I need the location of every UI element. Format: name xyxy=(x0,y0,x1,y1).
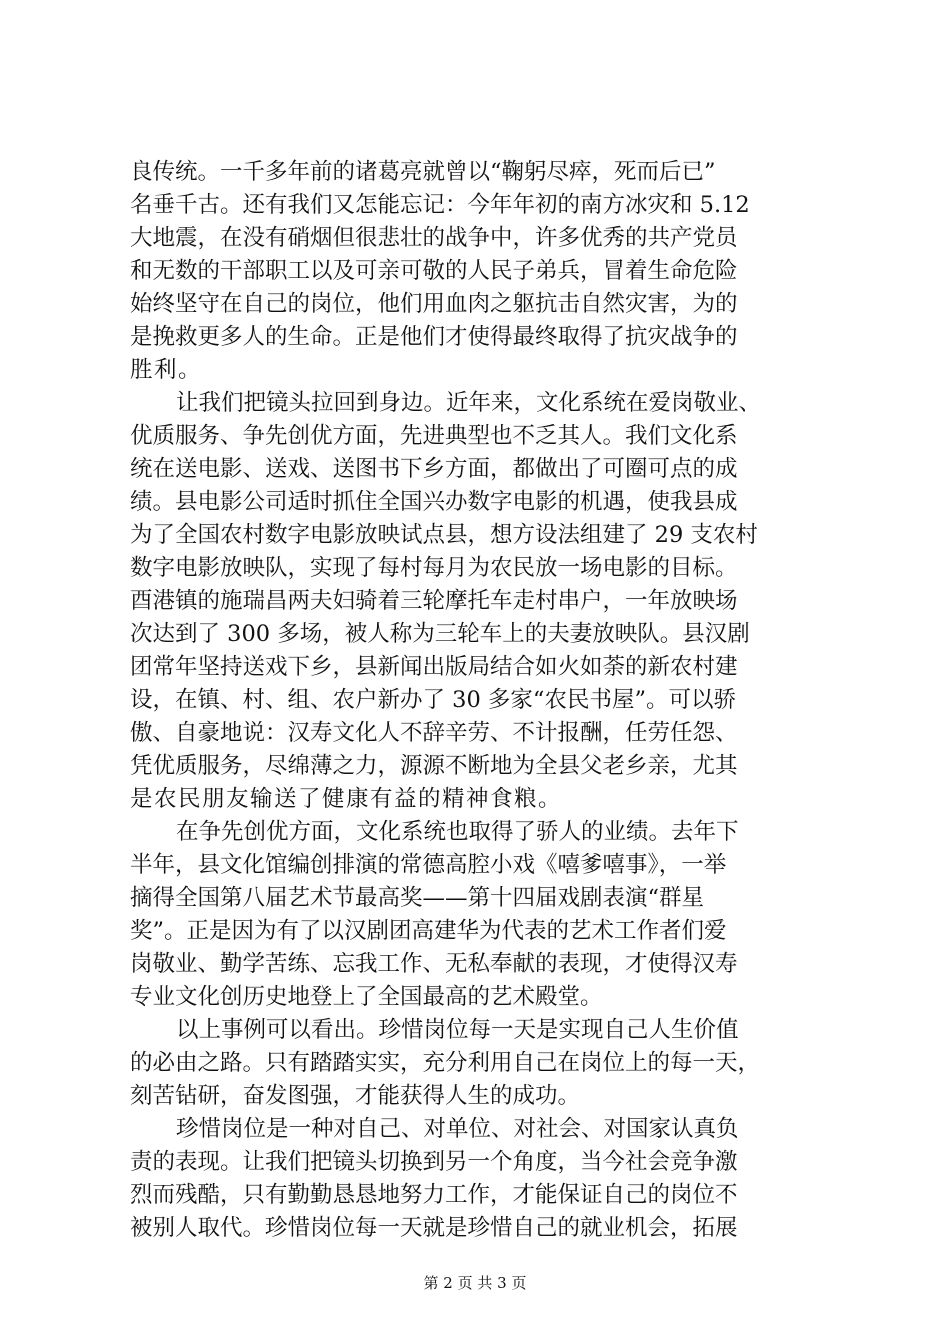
text-line: 是农民朋友输送了健康有益的精神食粮。 xyxy=(130,786,563,812)
text-line: 珍惜岗位是一种对自己、对单位、对社会、对国家认真负 xyxy=(176,1116,739,1142)
text-line: 摘得全国第八届艺术节最高奖——第十四届戏剧表演“群星 xyxy=(130,885,705,911)
text-line: 酉港镇的施瑞昌两夫妇骑着三轮摩托车走村串户，一年放映场 xyxy=(130,588,738,614)
text-line: 傲、自豪地说：汉寿文化人不辞辛劳、不计报酬，任劳任怨、 xyxy=(130,720,738,746)
text-line: 责的表现。让我们把镜头切换到另一个角度，当今社会竞争激 xyxy=(130,1149,738,1175)
text-line: 数字电影放映队，实现了每村每月为农民放一场电影的目标。 xyxy=(130,555,738,581)
text-line: 凭优质服务，尽绵薄之力，源源不断地为全县父老乡亲，尤其 xyxy=(130,753,738,779)
text-line: 统在送电影、送戏、送图书下乡方面，都做出了可圈可点的成 xyxy=(130,456,738,482)
text-line: 团常年坚持送戏下乡，县新闻出版局结合如火如荼的新农村建 xyxy=(130,654,738,680)
text-line: 在争先创优方面，文化系统也取得了骄人的业绩。去年下 xyxy=(176,819,739,845)
text-line: 是挽救更多人的生命。正是他们才使得最终取得了抗灾战争的 xyxy=(130,324,738,350)
body-text xyxy=(130,156,830,1245)
text-line: 奖”。正是因为有了以汉剧团高建华为代表的艺术工作者们爱 xyxy=(130,918,727,944)
text-line: 半年，县文化馆编创排演的常德高腔小戏《嘻爹嘻事》，一举 xyxy=(130,852,727,878)
text-line: 和无数的干部职工以及可亲可敬的人民子弟兵，冒着生命危险 xyxy=(130,258,738,284)
text-line: 始终坚守在自己的岗位，他们用血肉之躯抗击自然灾害，为的 xyxy=(130,291,738,317)
text-line: 次达到了 300 多场，被人称为三轮车上的夫妻放映队。县汉剧 xyxy=(130,621,750,647)
text-line: 优质服务、争先创优方面，先进典型也不乏其人。我们文化系 xyxy=(130,423,738,449)
text-line: 岗敬业、勤学苦练、忘我工作、无私奉献的表现，才使得汉寿 xyxy=(130,951,738,977)
text-line: 设，在镇、村、组、农户新办了 30 多家“农民书屋”。可以骄 xyxy=(130,687,736,713)
text-line: 被别人取代。珍惜岗位每一天就是珍惜自己的就业机会，拓展 xyxy=(130,1215,738,1241)
text-line: 专业文化创历史地登上了全国最高的艺术殿堂。 xyxy=(130,984,603,1010)
text-line: 良传统。一千多年前的诸葛亮就曾以“鞠躬尽瘁，死而后已” xyxy=(130,159,716,185)
text-line: 刻苦钻研，奋发图强，才能获得人生的成功。 xyxy=(130,1083,581,1109)
text-line: 绩。县电影公司适时抓住全国兴办数字电影的机遇，使我县成 xyxy=(130,489,738,515)
text-line: 让我们把镜头拉回到身边。近年来，文化系统在爱岗敬业、 xyxy=(176,390,762,416)
page-footer: 第 2 页 共 3 页 xyxy=(423,1274,527,1292)
text-line: 为了全国农村数字电影放映试点县，想方设法组建了 29 支农村 xyxy=(130,522,758,548)
text-line: 胜利。 xyxy=(130,357,203,383)
text-line: 的必由之路。只有踏踏实实，充分利用自己在岗位上的每一天， xyxy=(130,1050,761,1076)
text-line: 名垂千古。还有我们又怎能忘记：今年年初的南方冰灾和 5.12 xyxy=(130,192,750,218)
text-line: 大地震，在没有硝烟但很悲壮的战争中，许多优秀的共产党员 xyxy=(130,225,738,251)
text-line: 烈而残酷，只有勤勤恳恳地努力工作，才能保证自己的岗位不 xyxy=(130,1182,738,1208)
text-line: 以上事例可以看出。珍惜岗位每一天是实现自己人生价值 xyxy=(176,1017,739,1043)
